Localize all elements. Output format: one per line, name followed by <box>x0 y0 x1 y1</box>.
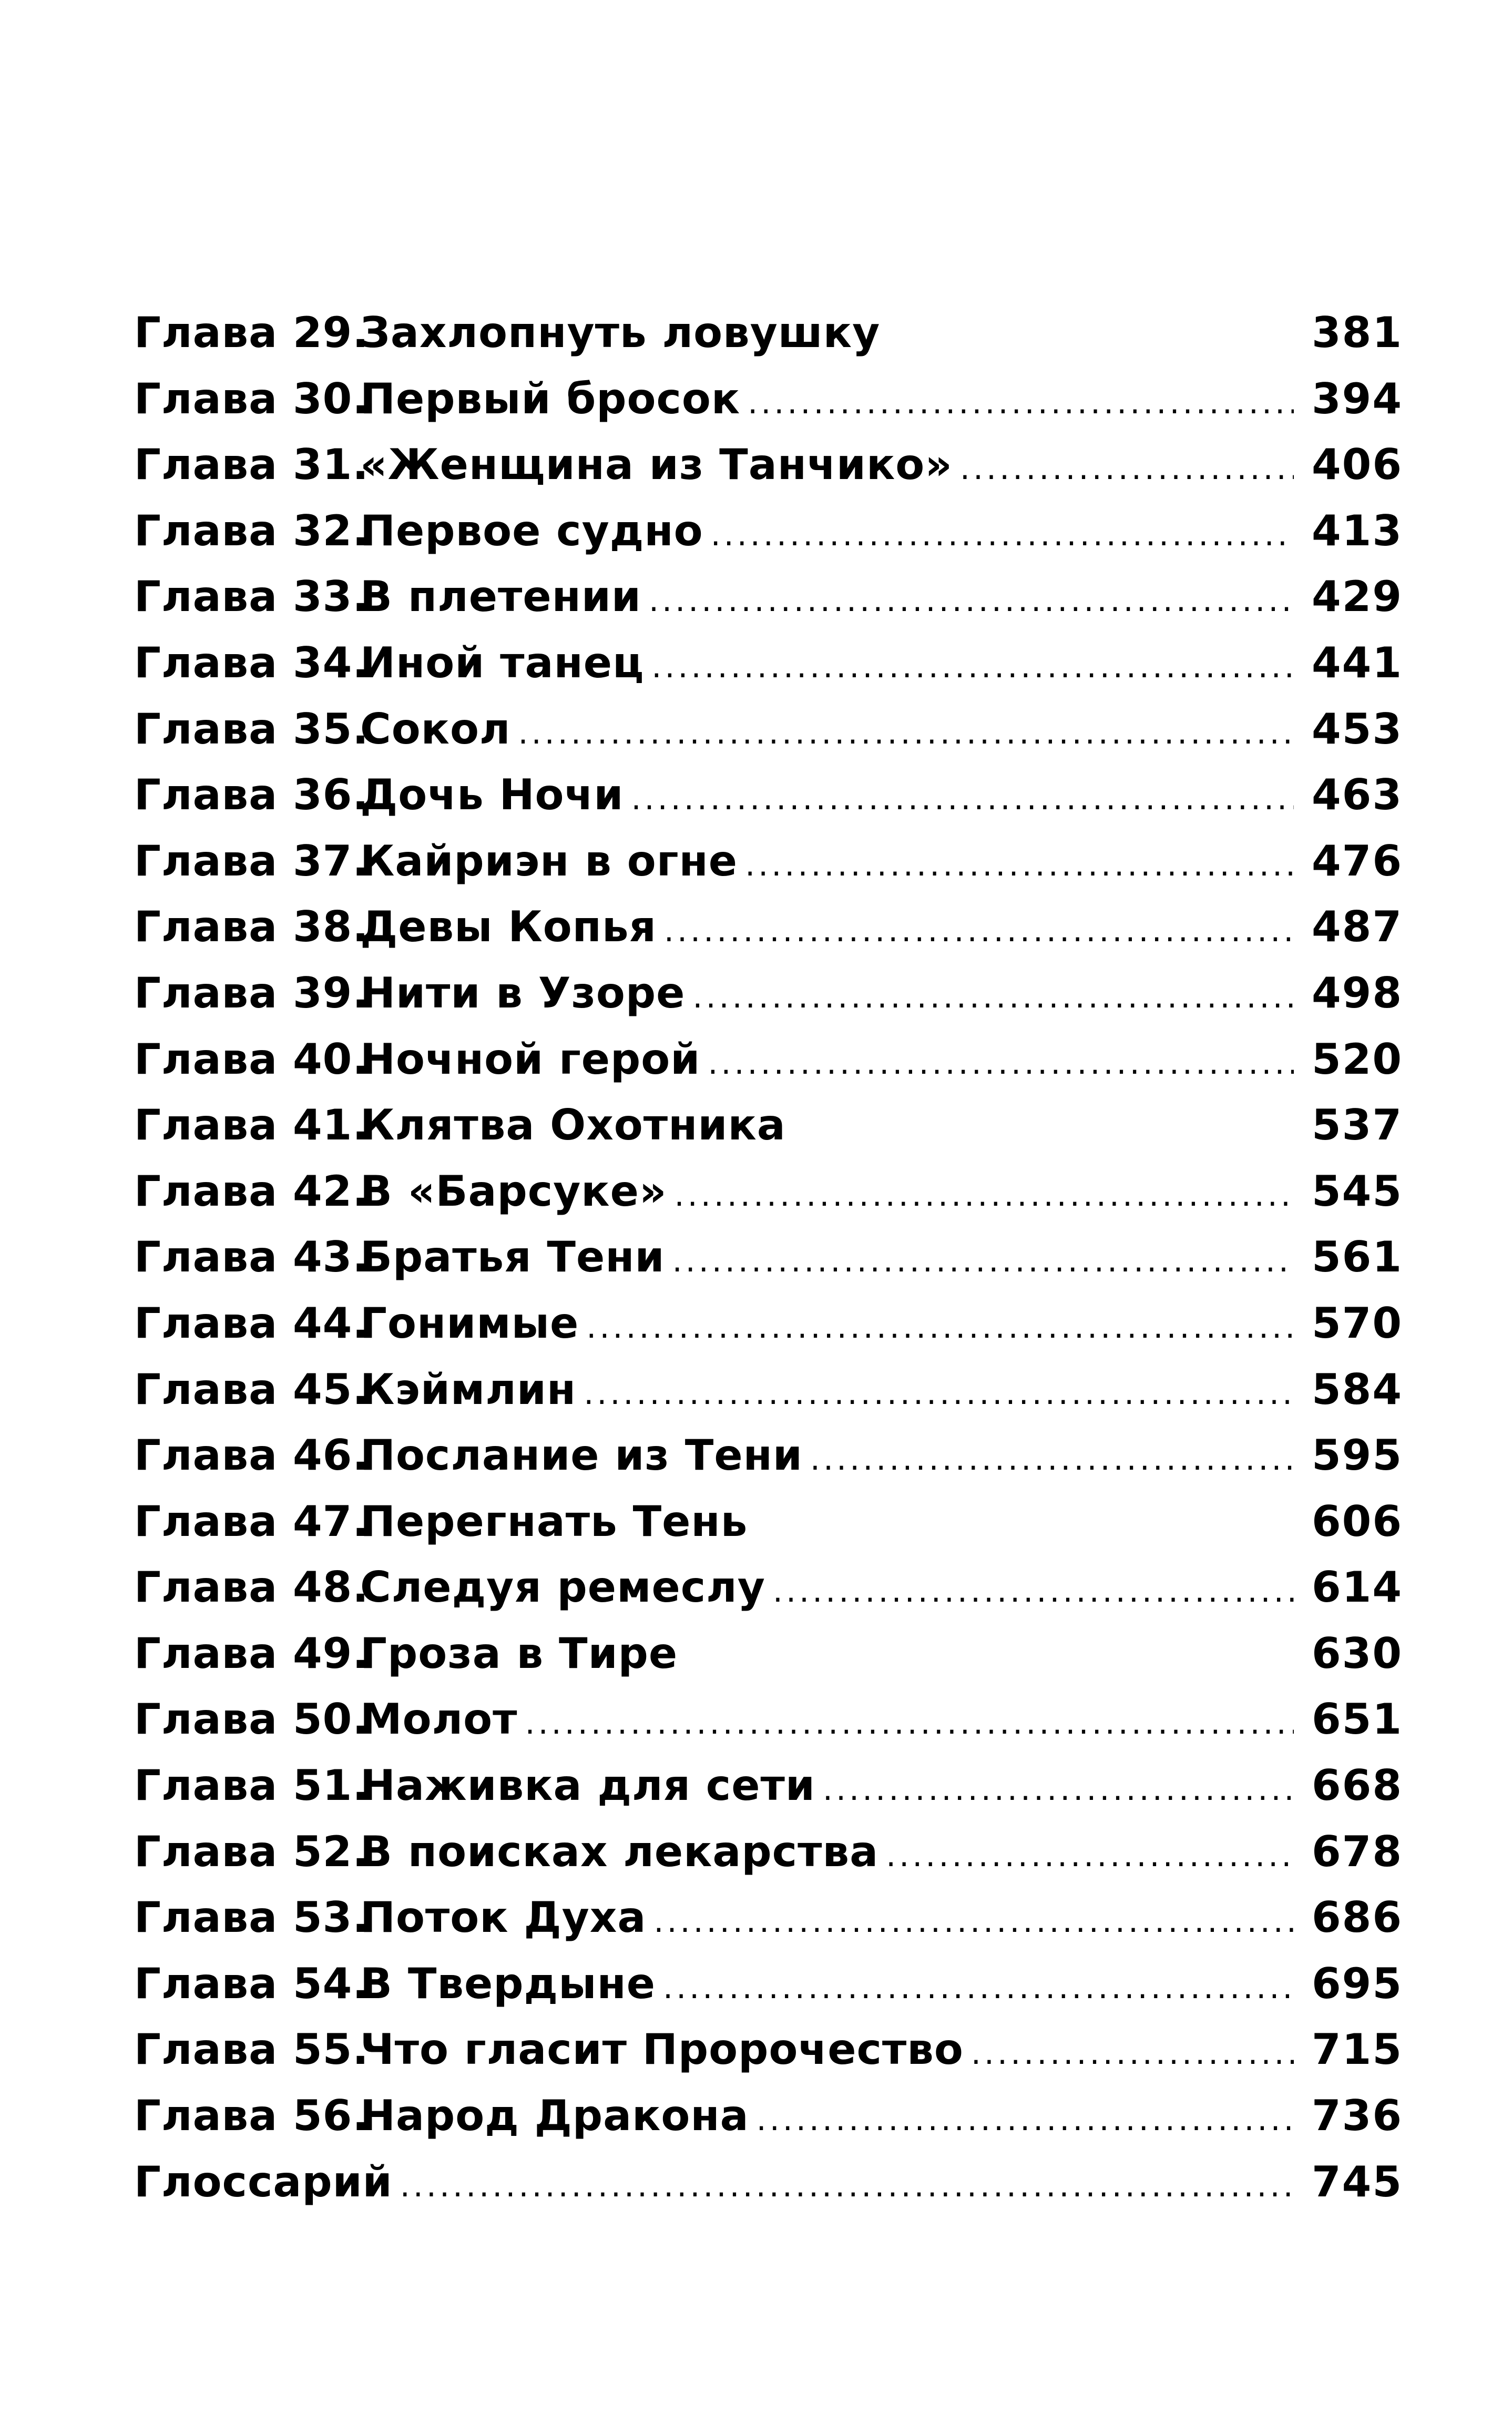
toc-entry-label <box>134 300 880 366</box>
toc-entry <box>134 2083 1401 2149</box>
page-number: 570 <box>1312 1298 1403 1348</box>
chapter-number: Глава 48. <box>134 1563 369 1612</box>
toc-entry-label <box>134 1951 656 2017</box>
toc-entry <box>134 1357 1401 1423</box>
page-number: 476 <box>1312 836 1403 885</box>
dot-leader <box>525 1686 1294 1757</box>
dot-leader <box>586 1290 1294 1361</box>
dot-leader <box>971 2017 1294 2087</box>
chapter-number: Глава 29. <box>134 308 369 357</box>
chapter-title: В «Барсуке» <box>360 1166 667 1216</box>
chapter-title: Кэймлин <box>360 1365 577 1414</box>
dot-leader <box>400 2149 1294 2220</box>
chapter-number: Глава 50. <box>134 1695 369 1744</box>
toc-entry <box>134 1819 1401 1885</box>
dot-leader <box>810 1422 1294 1493</box>
chapter-number: Глава 49. <box>134 1628 369 1678</box>
toc-entry <box>134 696 1401 762</box>
toc-entry-label <box>134 1819 878 1885</box>
toc-entry-label <box>134 2083 749 2149</box>
chapter-number: Глава 31. <box>134 440 369 490</box>
chapter-title: Ночной герой <box>360 1034 701 1084</box>
chapter-number: Глава 39. <box>134 968 369 1017</box>
toc-entry <box>134 1885 1401 1951</box>
chapter-title: В поисках лекарства <box>360 1827 879 1876</box>
table-of-contents <box>134 300 1401 2215</box>
chapter-number: Глава 44. <box>134 1298 369 1348</box>
chapter-title: Первый бросок <box>360 374 741 423</box>
toc-entry-label <box>134 1554 765 1621</box>
toc-entry <box>134 960 1401 1026</box>
page-number: 715 <box>1312 2025 1403 2074</box>
dot-leader <box>960 432 1294 502</box>
chapter-title: Народ Дракона <box>360 2091 749 2141</box>
page-number: 695 <box>1312 1959 1403 2008</box>
toc-entry <box>134 1092 1401 1158</box>
toc-entry <box>134 894 1401 960</box>
chapter-title: Дочь Ночи <box>360 770 624 820</box>
chapter-number: Глава 46. <box>134 1431 369 1480</box>
chapter-title: Клятва Охотника <box>360 1101 786 1150</box>
toc-entry <box>134 432 1401 498</box>
toc-entry <box>134 1621 1401 1687</box>
page-number: 429 <box>1312 572 1403 622</box>
page-number: 630 <box>1312 1628 1403 1678</box>
toc-entry <box>134 2017 1401 2083</box>
chapter-number: Глава 42. <box>134 1166 369 1216</box>
toc-entry-label <box>134 960 685 1026</box>
toc-entry <box>134 1489 1401 1555</box>
chapter-number: Глава 38. <box>134 902 369 952</box>
chapter-title: Поток Духа <box>360 1893 647 1942</box>
chapter-title: Наживка для сети <box>360 1761 815 1810</box>
dot-leader <box>663 1951 1294 2021</box>
dot-leader <box>672 1224 1294 1295</box>
page-number: 537 <box>1312 1101 1403 1150</box>
chapter-number: Глава 37. <box>134 836 369 885</box>
toc-entry-label <box>134 828 738 894</box>
dot-leader <box>773 1554 1294 1625</box>
toc-entry-label <box>134 1489 748 1555</box>
dot-leader <box>745 828 1294 899</box>
page-number: 413 <box>1312 506 1403 555</box>
chapter-number: Глава 52. <box>134 1827 369 1876</box>
page-number: 595 <box>1312 1431 1403 1480</box>
dot-leader <box>518 696 1294 767</box>
toc-entry-label <box>134 1621 678 1687</box>
chapter-title: Послание из Тени <box>360 1431 803 1480</box>
page-number: 394 <box>1312 374 1403 423</box>
dot-leader <box>692 960 1294 1031</box>
dot-leader <box>651 630 1294 700</box>
toc-entry-label <box>134 1885 646 1951</box>
page-number: 668 <box>1312 1761 1403 1810</box>
page-number: 381 <box>1312 308 1403 357</box>
toc-entry <box>134 1026 1401 1093</box>
toc-entry <box>134 1753 1401 1819</box>
chapter-title: Гонимые <box>360 1298 579 1348</box>
dot-leader <box>823 1753 1294 1823</box>
chapter-number: Глава 51. <box>134 1761 369 1810</box>
page-number: 463 <box>1312 770 1403 820</box>
toc-entry-label <box>134 432 953 498</box>
chapter-number: Глава 45. <box>134 1365 369 1414</box>
chapter-title: Первое судно <box>360 506 703 555</box>
chapter-title: Братья Тени <box>360 1233 665 1282</box>
page-number: 498 <box>1312 968 1403 1017</box>
dot-leader <box>664 894 1294 964</box>
dot-leader <box>886 1819 1294 1889</box>
toc-entry-label <box>134 564 641 630</box>
page-number: 736 <box>1312 2091 1403 2141</box>
page-number: 678 <box>1312 1827 1403 1876</box>
toc-entry <box>134 366 1401 432</box>
chapter-title: Глоссарий <box>134 2157 393 2206</box>
chapter-number: Глава 41. <box>134 1101 369 1150</box>
page-number: 584 <box>1312 1365 1403 1414</box>
chapter-number: Глава 35. <box>134 704 369 754</box>
toc-entry <box>134 300 1401 366</box>
toc-entry <box>134 564 1401 630</box>
page-number: 606 <box>1312 1496 1403 1546</box>
toc-entry <box>134 1158 1401 1225</box>
toc-entry-label <box>134 762 624 828</box>
toc-entry-label <box>134 894 657 960</box>
chapter-number: Глава 32. <box>134 506 369 555</box>
page-number: 545 <box>1312 1166 1403 1216</box>
dot-leader <box>631 762 1294 832</box>
page-number: 406 <box>1312 440 1403 490</box>
dot-leader <box>708 1026 1294 1097</box>
chapter-number: Глава 56. <box>134 2091 369 2141</box>
chapter-title: «Женщина из Танчико» <box>360 440 953 490</box>
chapter-number: Глава 47. <box>134 1496 369 1546</box>
dot-leader <box>711 498 1294 568</box>
toc-entry-label <box>134 1158 667 1225</box>
page-number: 614 <box>1312 1563 1403 1612</box>
chapter-title: Гроза в Тире <box>360 1628 678 1678</box>
toc-entry-label <box>134 1753 815 1819</box>
chapter-title: Кайриэн в огне <box>360 836 738 885</box>
toc-entry <box>134 1224 1401 1290</box>
toc-entry-label <box>134 1026 700 1093</box>
toc-entry-label <box>134 1357 576 1423</box>
chapter-title: Перегнать Тень <box>360 1496 748 1546</box>
toc-entry <box>134 498 1401 564</box>
chapter-title: Молот <box>360 1695 518 1744</box>
toc-entry-label <box>134 2149 393 2215</box>
dot-leader <box>757 2083 1294 2153</box>
dot-leader <box>748 366 1294 436</box>
chapter-number: Глава 30. <box>134 374 369 423</box>
chapter-number: Глава 43. <box>134 1233 369 1282</box>
toc-entry-label <box>134 498 703 564</box>
chapter-title: В плетении <box>360 572 641 622</box>
toc-entry <box>134 630 1401 696</box>
page-number: 520 <box>1312 1034 1403 1084</box>
page-number: 487 <box>1312 902 1403 952</box>
chapter-title: В Твердыне <box>360 1959 656 2008</box>
toc-entry-label <box>134 2017 964 2083</box>
toc-entry-label <box>134 630 644 696</box>
chapter-number: Глава 53. <box>134 1893 369 1942</box>
chapter-title: Сокол <box>360 704 511 754</box>
dot-leader <box>653 1885 1294 1955</box>
toc-entry <box>134 1290 1401 1357</box>
dot-leader <box>584 1357 1294 1427</box>
chapter-title: Что гласит Пророчество <box>360 2025 964 2074</box>
dot-leader <box>649 564 1294 634</box>
toc-entry <box>134 1951 1401 2017</box>
chapter-number: Глава 55. <box>134 2025 369 2074</box>
chapter-number: Глава 54. <box>134 1959 369 2008</box>
chapter-number: Глава 33. <box>134 572 369 622</box>
toc-entry-label <box>134 1422 803 1489</box>
toc-entry-label <box>134 1686 518 1753</box>
chapter-number: Глава 36. <box>134 770 369 820</box>
page-number: 453 <box>1312 704 1403 754</box>
toc-entry-label <box>134 366 740 432</box>
chapter-title: Нити в Узоре <box>360 968 686 1017</box>
toc-entry-label <box>134 1092 786 1158</box>
toc-entry <box>134 762 1401 828</box>
chapter-number: Глава 40. <box>134 1034 369 1084</box>
chapter-title: Следуя ремеслу <box>360 1563 765 1612</box>
toc-entry <box>134 2149 1401 2215</box>
chapter-number: Глава 34. <box>134 638 369 687</box>
chapter-title: Иной танец <box>360 638 645 687</box>
page-number: 745 <box>1312 2157 1403 2206</box>
toc-entry-label <box>134 1290 579 1357</box>
toc-entry <box>134 1422 1401 1489</box>
page-number: 561 <box>1312 1233 1403 1282</box>
toc-entry-label <box>134 1224 665 1290</box>
page-number: 651 <box>1312 1695 1403 1744</box>
toc-entry-label <box>134 696 511 762</box>
toc-entry <box>134 828 1401 894</box>
page-number: 686 <box>1312 1893 1403 1942</box>
dot-leader <box>675 1158 1294 1229</box>
toc-entry <box>134 1554 1401 1621</box>
chapter-title: Захлопнуть ловушку <box>360 308 881 357</box>
page-number: 441 <box>1312 638 1403 687</box>
chapter-title: Девы Копья <box>360 902 657 952</box>
toc-entry <box>134 1686 1401 1753</box>
